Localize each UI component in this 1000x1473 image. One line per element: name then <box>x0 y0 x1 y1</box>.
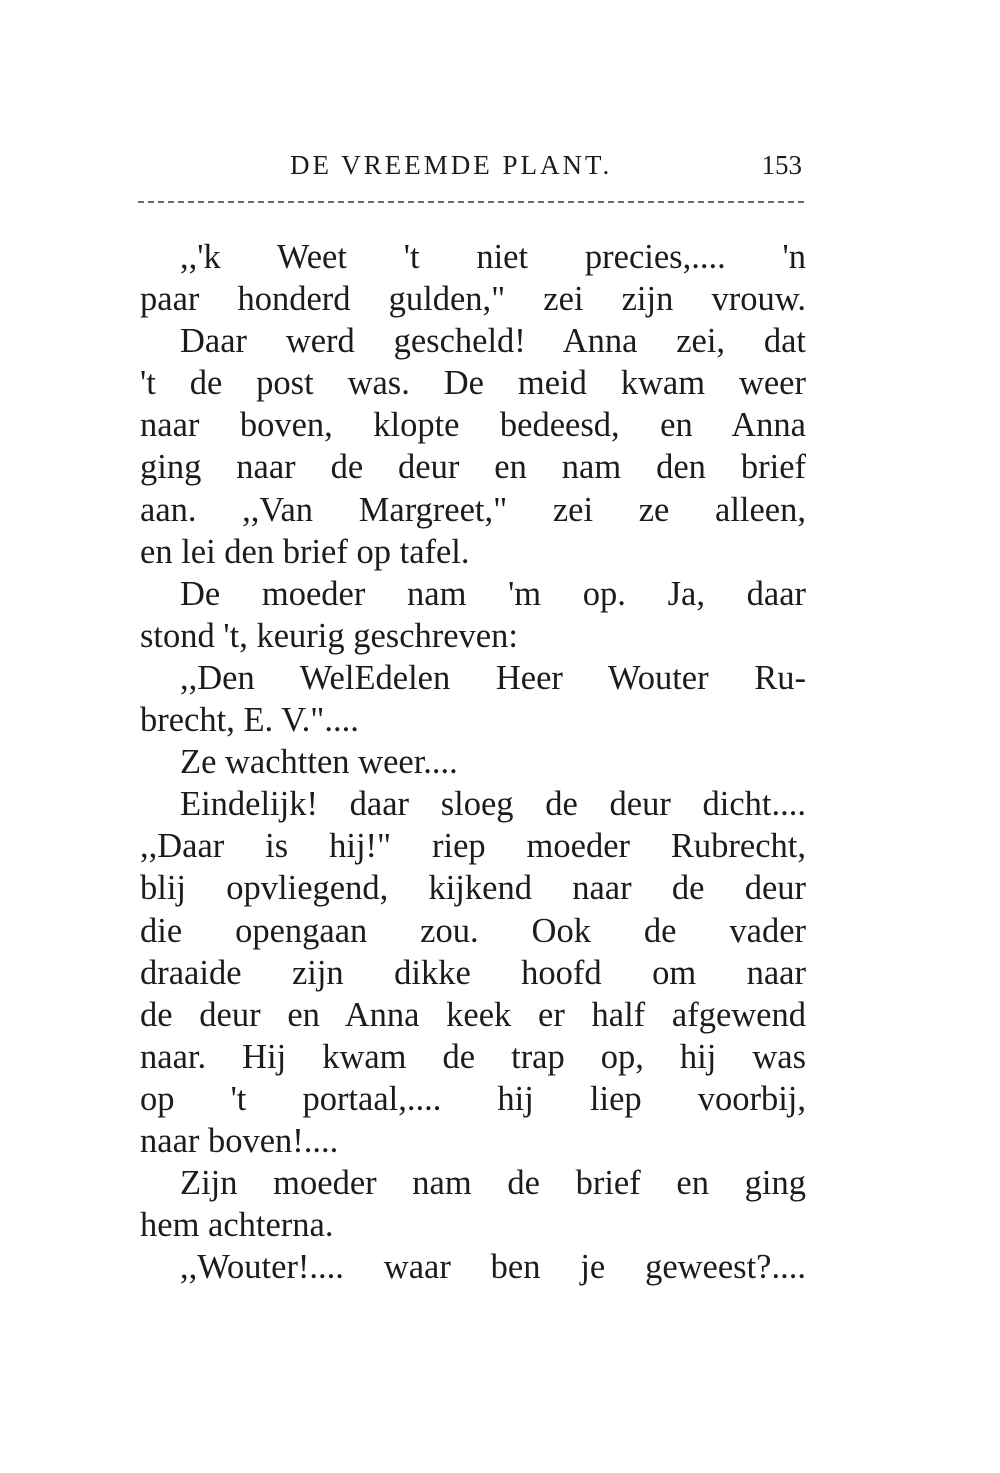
text-line: Ze wachtten weer.... <box>180 743 458 782</box>
page-number: 153 <box>761 150 802 180</box>
text-line: draaide zijn dikke hoofd om naar <box>140 953 806 992</box>
text-line: stond 't, keurig geschreven: <box>140 616 518 655</box>
text-line: naar boven!.... <box>140 1121 339 1160</box>
text-line: naar. Hij kwam de trap op, hij was <box>140 1037 806 1076</box>
text-line: de deur en Anna keek er half afgewend <box>140 995 806 1034</box>
text-line: aan. ,,Van Margreet," zei ze alleen, <box>140 490 806 529</box>
text-line: ,,Den WelEdelen Heer Wouter Ru- <box>180 658 806 697</box>
text-line: Daar werd gescheld! Anna zei, dat <box>180 322 806 361</box>
text-line: die opengaan zou. Ook de vader <box>140 911 806 950</box>
text-line: ,,Daar is hij!" riep moeder Rubrecht, <box>140 827 806 866</box>
text-line: en lei den brief op tafel. <box>140 532 470 571</box>
text-line: Eindelijk! daar sloeg de deur dicht.... <box>180 785 806 824</box>
text-line: De moeder nam 'm op. Ja, daar <box>180 574 806 613</box>
running-title: DE VREEMDE PLANT. <box>290 150 613 180</box>
text-line: ,,Wouter!.... waar ben je geweest?.... <box>180 1248 806 1287</box>
header-rule <box>138 201 804 203</box>
text-line: blij opvliegend, kijkend naar de deur <box>140 869 806 908</box>
text-line: hem achterna. <box>140 1206 334 1245</box>
text-line: ,,'k Weet 't niet precies,.... 'n <box>180 238 806 276</box>
text-line: 't de post was. De meid kwam weer <box>140 364 806 403</box>
text-line: naar boven, klopte bedeesd, en Anna <box>140 406 806 445</box>
text-line: Zijn moeder nam de brief en ging <box>180 1164 806 1203</box>
running-head <box>140 148 804 182</box>
text-line: op 't portaal,.... hij liep voorbij, <box>140 1079 806 1118</box>
body-text <box>140 236 806 1288</box>
text-line: paar honderd gulden," zei zijn vrouw. <box>140 280 806 319</box>
text-line: ging naar de deur en nam den brief <box>140 448 806 487</box>
text-line: brecht, E. V.".... <box>140 701 359 740</box>
